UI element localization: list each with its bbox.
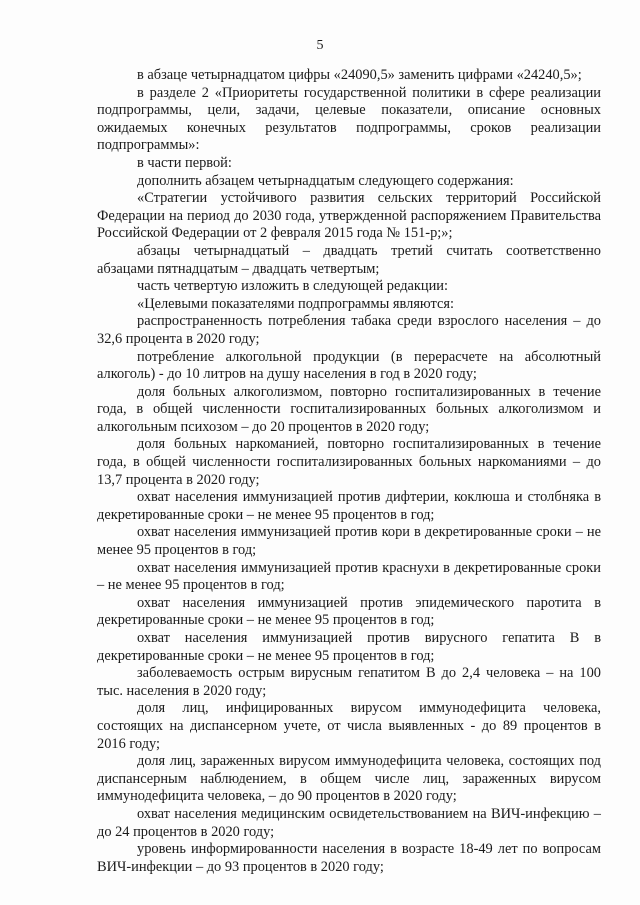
paragraph: охват населения медицинским освидетельствованием на ВИЧ-инфекцию – до 24 процентов в 2020 году; <box>97 805 601 840</box>
paragraph: охват населения иммунизацией против краснухи в декретированные сроки – не менее 95 процентов в год; <box>97 559 601 594</box>
paragraph: охват населения иммунизацией против эпидемического паротита в декретированные сроки – не менее 95 процентов в год; <box>97 594 601 629</box>
paragraph: охват населения иммунизацией против дифтерии, коклюша и столбняка в декретированные сроки – не менее 95 процентов в год; <box>97 489 601 523</box>
paragraph: в части первой: <box>137 154 232 171</box>
paragraph: доля больных наркоманией, повторно госпитализированных в течение года, в общей численности госпитализированных больных наркоманиями – до 13,7 процента в 2020 году; <box>97 436 601 488</box>
document-body <box>97 67 601 876</box>
paragraph: доля больных алкоголизмом, повторно госпитализированных в течение года, в общей численности госпитализированных больных алкоголизмом и алкогольным психозом – до 20 процентов в 2020 году; <box>97 383 601 435</box>
paragraph: уровень информированности населения в возрасте 18-49 лет по вопросам ВИЧ-инфекции – до 93 процентов в 2020 году; <box>97 841 601 875</box>
paragraph: абзацы четырнадцатый – двадцать третий считать соответственно абзацами пятнадцатым – двадцать четвертым; <box>97 242 601 277</box>
paragraph: часть четвертую изложить в следующей редакции: <box>137 278 449 295</box>
paragraph: охват населения иммунизацией против вирусного гепатита В в декретированные сроки – не менее 95 процентов в год; <box>97 630 601 664</box>
paragraph: потребление алкогольной продукции (в перерасчете на абсолютный алкоголь) - до 10 литров на душу населения в год в 2020 году; <box>97 348 601 383</box>
paragraph: «Целевыми показателями подпрограммы являются: <box>137 295 454 312</box>
paragraph: «Стратегии устойчивого развития сельских территорий Российской Федерации на период до 2030 года, утвержденной распоряжением Правительства Российской Федерации от 2 февраля 2015 года № 151-р;»; <box>97 190 601 242</box>
paragraph: заболеваемость острым вирусным гепатитом В до 2,4 человека – на 100 тыс. населения в 2020 году; <box>97 665 601 699</box>
paragraph: дополнить абзацем четырнадцатым следующего содержания: <box>137 172 514 189</box>
paragraph: охват населения иммунизацией против кори в декретированные сроки – не менее 95 процентов в год; <box>97 524 601 559</box>
paragraph: доля лиц, зараженных вирусом иммунодефицита человека, состоящих под диспансерным наблюдением, в общем числе лиц, зараженных вирусом иммунодефицита человека, – до 90 процентов в 2020 году; <box>97 753 601 805</box>
paragraph: в разделе 2 «Приоритеты государственной политики в сфере реализации подпрограммы, цели, задачи, целевые показатели, описание основных ожидаемых конечных результатов подпрограммы, сроков реализации подпрограммы»: <box>97 84 601 154</box>
paragraph: доля лиц, инфицированных вирусом иммунодефицита человека, состоящих на диспансерном учете, от числа выявленных - до 89 процентов в 2016 году; <box>97 700 601 752</box>
paragraph: распространенность потребления табака среди взрослого населения – до 32,6 процента в 2020 году; <box>97 313 601 347</box>
page-number: 5 <box>316 38 324 53</box>
paragraph: в абзаце четырнадцатом цифры «24090,5» заменить цифрами «24240,5»; <box>137 67 582 83</box>
